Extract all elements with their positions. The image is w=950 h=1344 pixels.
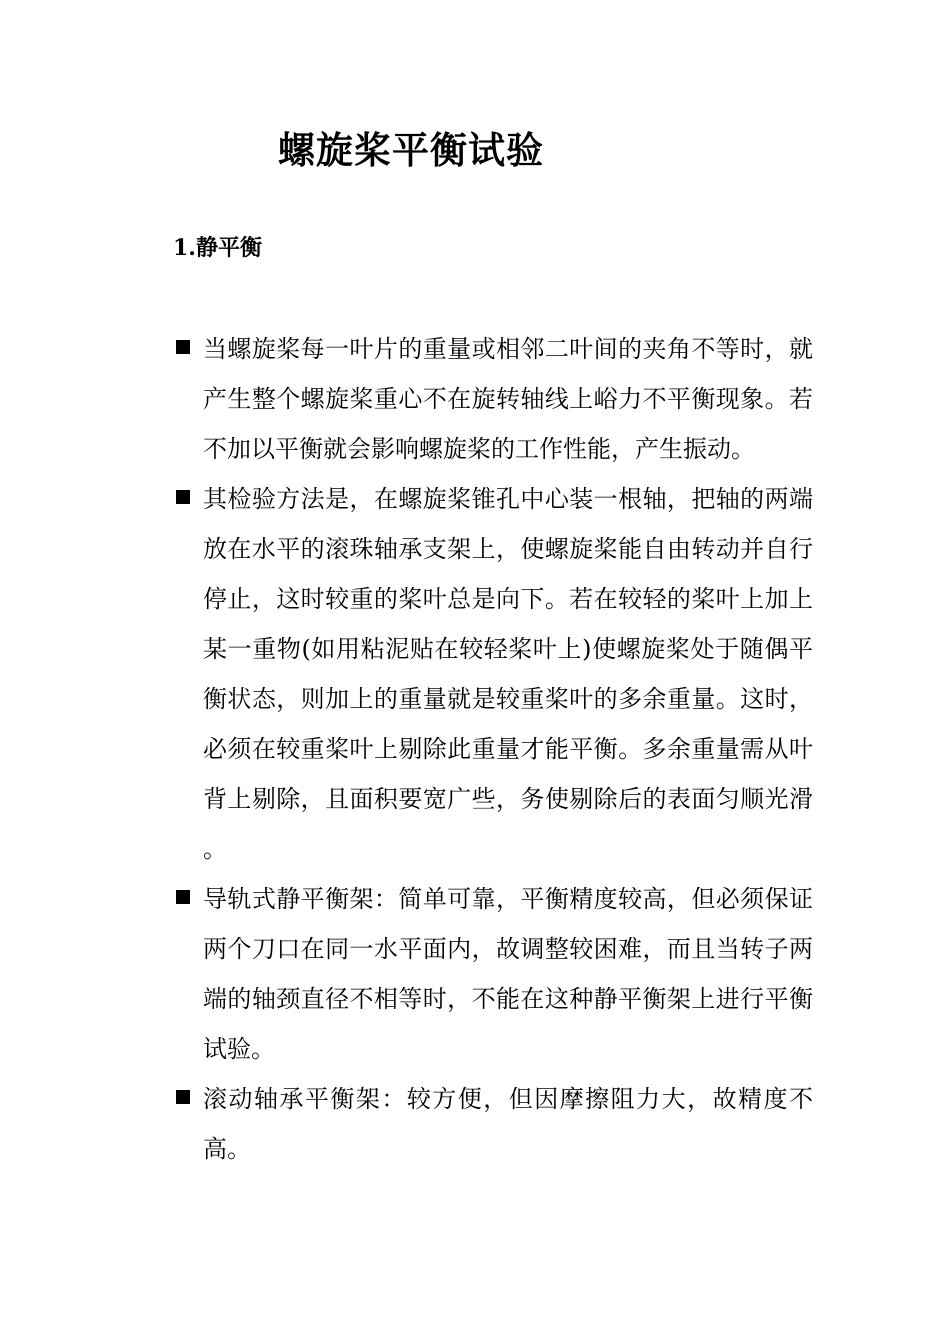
bullet-list — [173, 324, 813, 1174]
bullet-text: 滚动轴承平衡架：较方便，但因摩擦阻力大，故精度不高。 — [203, 1085, 813, 1163]
square-bullet-icon — [176, 340, 190, 354]
list-item — [173, 874, 813, 1074]
page-title: 螺旋桨平衡试验 — [278, 128, 544, 172]
bullet-text: 导轨式静平衡架：简单可靠，平衡精度较高，但必须保证两个刀口在同一水平面内，故调整较困难，而且当转子两端的轴颈直径不相等时，不能在这种静平衡架上进行平衡试验。 — [203, 885, 813, 1063]
square-bullet-icon — [176, 890, 190, 904]
section-heading: 1.静平衡 — [173, 235, 262, 261]
square-bullet-icon — [176, 490, 190, 504]
list-item — [173, 324, 813, 474]
bullet-text: 当螺旋桨每一叶片的重量或相邻二叶间的夹角不等时，就产生整个螺旋桨重心不在旋转轴线上峪力不平衡现象。若不加以平衡就会影响螺旋桨的工作性能，产生振动。 — [203, 335, 813, 463]
list-item — [173, 1074, 813, 1174]
list-item — [173, 474, 813, 874]
square-bullet-icon — [176, 1090, 190, 1104]
bullet-text: 其检验方法是，在螺旋桨锥孔中心装一根轴，把轴的两端放在水平的滚珠轴承支架上，使螺旋桨能自由转动并自行停止，这时较重的桨叶总是向下。若在较轻的桨叶上加上某一重物(如用粘泥贴在较轻桨叶上)使螺旋桨处于随偶平衡状态，则加上的重量就是较重桨叶的多余重量。这时，必须在较重桨叶上剔除此重量才能平衡。多余重量需从叶背上剔除，且面积要宽广些，务使剔除后的表面匀顺光滑 。 — [203, 485, 813, 863]
